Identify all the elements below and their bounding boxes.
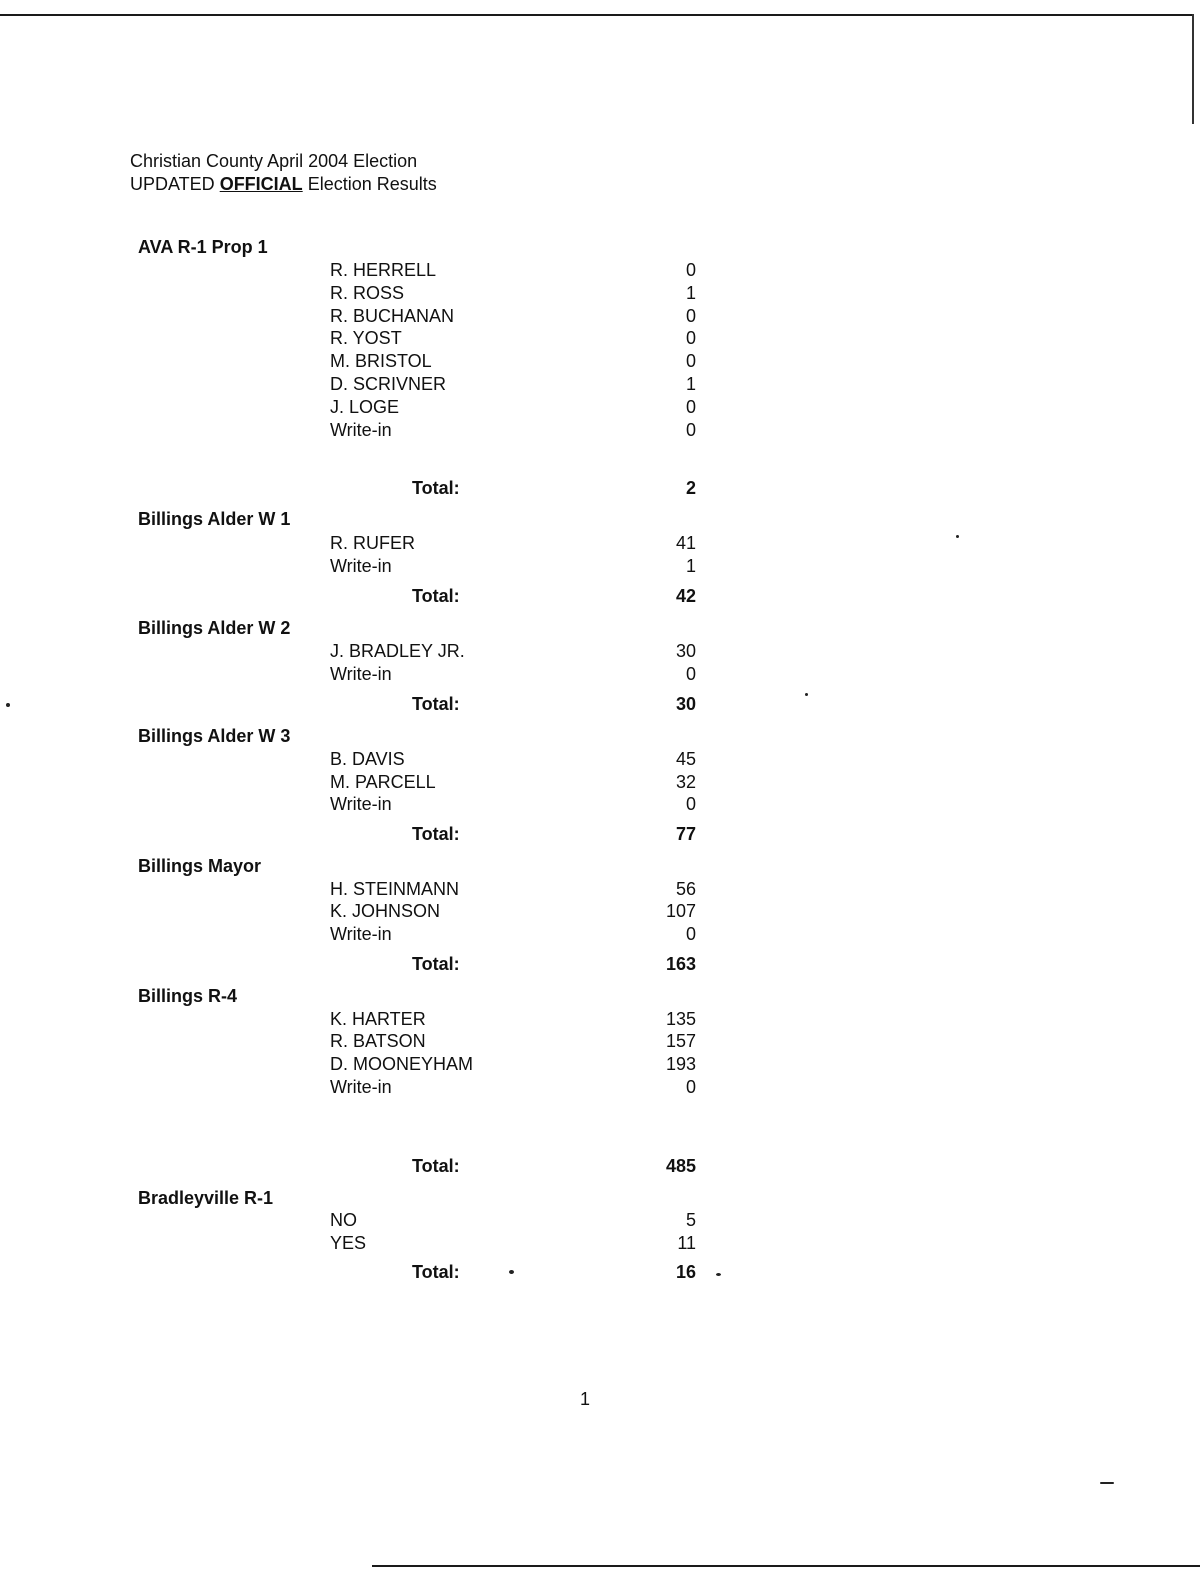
candidate-votes: 157 <box>665 1031 696 1051</box>
total-votes: 42 <box>675 586 696 606</box>
candidate-name: R. ROSS <box>330 283 405 303</box>
candidate-name: D. MOONEYHAM <box>330 1054 474 1074</box>
total-votes: 77 <box>675 824 696 844</box>
total-label: Total: <box>412 1262 460 1282</box>
candidate-name: R. YOST <box>330 328 402 348</box>
total-votes: 163 <box>665 954 696 974</box>
candidate-votes: 1 <box>685 374 696 394</box>
page-number: 1 <box>580 1389 591 1409</box>
candidate-votes: 0 <box>685 306 696 326</box>
candidate-name: Write-in <box>330 664 392 684</box>
scan-speck <box>716 1273 721 1276</box>
candidate-name: H. STEINMANN <box>330 879 460 899</box>
candidate-votes: 45 <box>675 749 696 769</box>
candidate-votes: 0 <box>685 328 696 348</box>
candidate-votes: 193 <box>665 1054 696 1074</box>
candidate-name: R. BUCHANAN <box>330 306 455 326</box>
candidate-votes: 30 <box>675 641 696 661</box>
race-title: Billings Mayor <box>138 856 262 876</box>
scan-speck <box>1100 1482 1114 1484</box>
scan-speck <box>509 1270 514 1274</box>
total-label: Total: <box>412 1156 460 1176</box>
scan-speck <box>6 703 10 707</box>
candidate-name: M. BRISTOL <box>330 351 432 371</box>
candidate-votes: 0 <box>685 924 696 944</box>
candidate-votes: 0 <box>685 351 696 371</box>
candidate-votes: 0 <box>685 664 696 684</box>
scan-edge-right <box>1192 14 1194 124</box>
candidate-name: J. LOGE <box>330 397 400 417</box>
candidate-name: B. DAVIS <box>330 749 405 769</box>
candidate-name: K. HARTER <box>330 1009 426 1029</box>
candidate-votes: 0 <box>685 260 696 280</box>
candidate-votes: 41 <box>675 533 696 553</box>
candidate-votes: 1 <box>685 283 696 303</box>
document-header <box>130 150 437 196</box>
candidate-name: R. HERRELL <box>330 260 437 280</box>
total-label: Total: <box>412 478 460 498</box>
race-title: Billings Alder W 1 <box>138 509 291 529</box>
race-title: Bradleyville R-1 <box>138 1188 274 1208</box>
race-title: Billings Alder W 3 <box>138 726 291 746</box>
candidate-votes: 107 <box>665 901 696 921</box>
header-official: OFFICIAL <box>219 174 303 194</box>
total-votes: 2 <box>685 478 696 498</box>
candidate-votes: 135 <box>665 1009 696 1029</box>
candidate-name: R. BATSON <box>330 1031 426 1051</box>
scan-speck <box>805 693 808 696</box>
scan-edge-bottom <box>372 1565 1200 1567</box>
candidate-votes: 0 <box>685 1077 696 1097</box>
candidate-votes: 32 <box>675 772 696 792</box>
candidate-name: R. RUFER <box>330 533 415 553</box>
candidate-votes: 0 <box>685 397 696 417</box>
race-title: Billings R-4 <box>138 986 238 1006</box>
candidate-name: M. PARCELL <box>330 772 436 792</box>
candidate-name: J. BRADLEY JR. <box>330 641 465 661</box>
header-line-1: Christian County April 2004 Election <box>130 151 418 171</box>
total-votes: 30 <box>675 694 696 714</box>
candidate-name: Write-in <box>330 420 392 440</box>
header-prefix: UPDATED <box>130 174 220 194</box>
total-votes: 16 <box>675 1262 696 1282</box>
scan-speck <box>956 535 959 538</box>
candidate-name: NO <box>330 1210 357 1230</box>
candidate-name: K. JOHNSON <box>330 901 441 921</box>
candidate-votes: 56 <box>675 879 696 899</box>
candidate-votes: 5 <box>685 1210 696 1230</box>
header-line-2 <box>130 173 437 196</box>
total-label: Total: <box>412 824 460 844</box>
candidate-name: YES <box>330 1233 367 1253</box>
header-suffix: Election Results <box>302 174 437 194</box>
candidate-name: Write-in <box>330 794 392 814</box>
scan-edge-top <box>0 14 1192 16</box>
candidate-votes: 11 <box>677 1233 696 1253</box>
candidate-votes: 0 <box>685 794 696 814</box>
total-label: Total: <box>412 694 460 714</box>
race-title: AVA R-1 Prop 1 <box>138 237 268 257</box>
candidate-name: Write-in <box>330 924 392 944</box>
candidate-votes: 1 <box>685 556 696 576</box>
race-title: Billings Alder W 2 <box>138 618 291 638</box>
candidate-name: D. SCRIVNER <box>330 374 447 394</box>
candidate-votes: 0 <box>685 420 696 440</box>
candidate-name: Write-in <box>330 556 392 576</box>
total-votes: 485 <box>665 1156 696 1176</box>
candidate-name: Write-in <box>330 1077 392 1097</box>
total-label: Total: <box>412 586 460 606</box>
total-label: Total: <box>412 954 460 974</box>
